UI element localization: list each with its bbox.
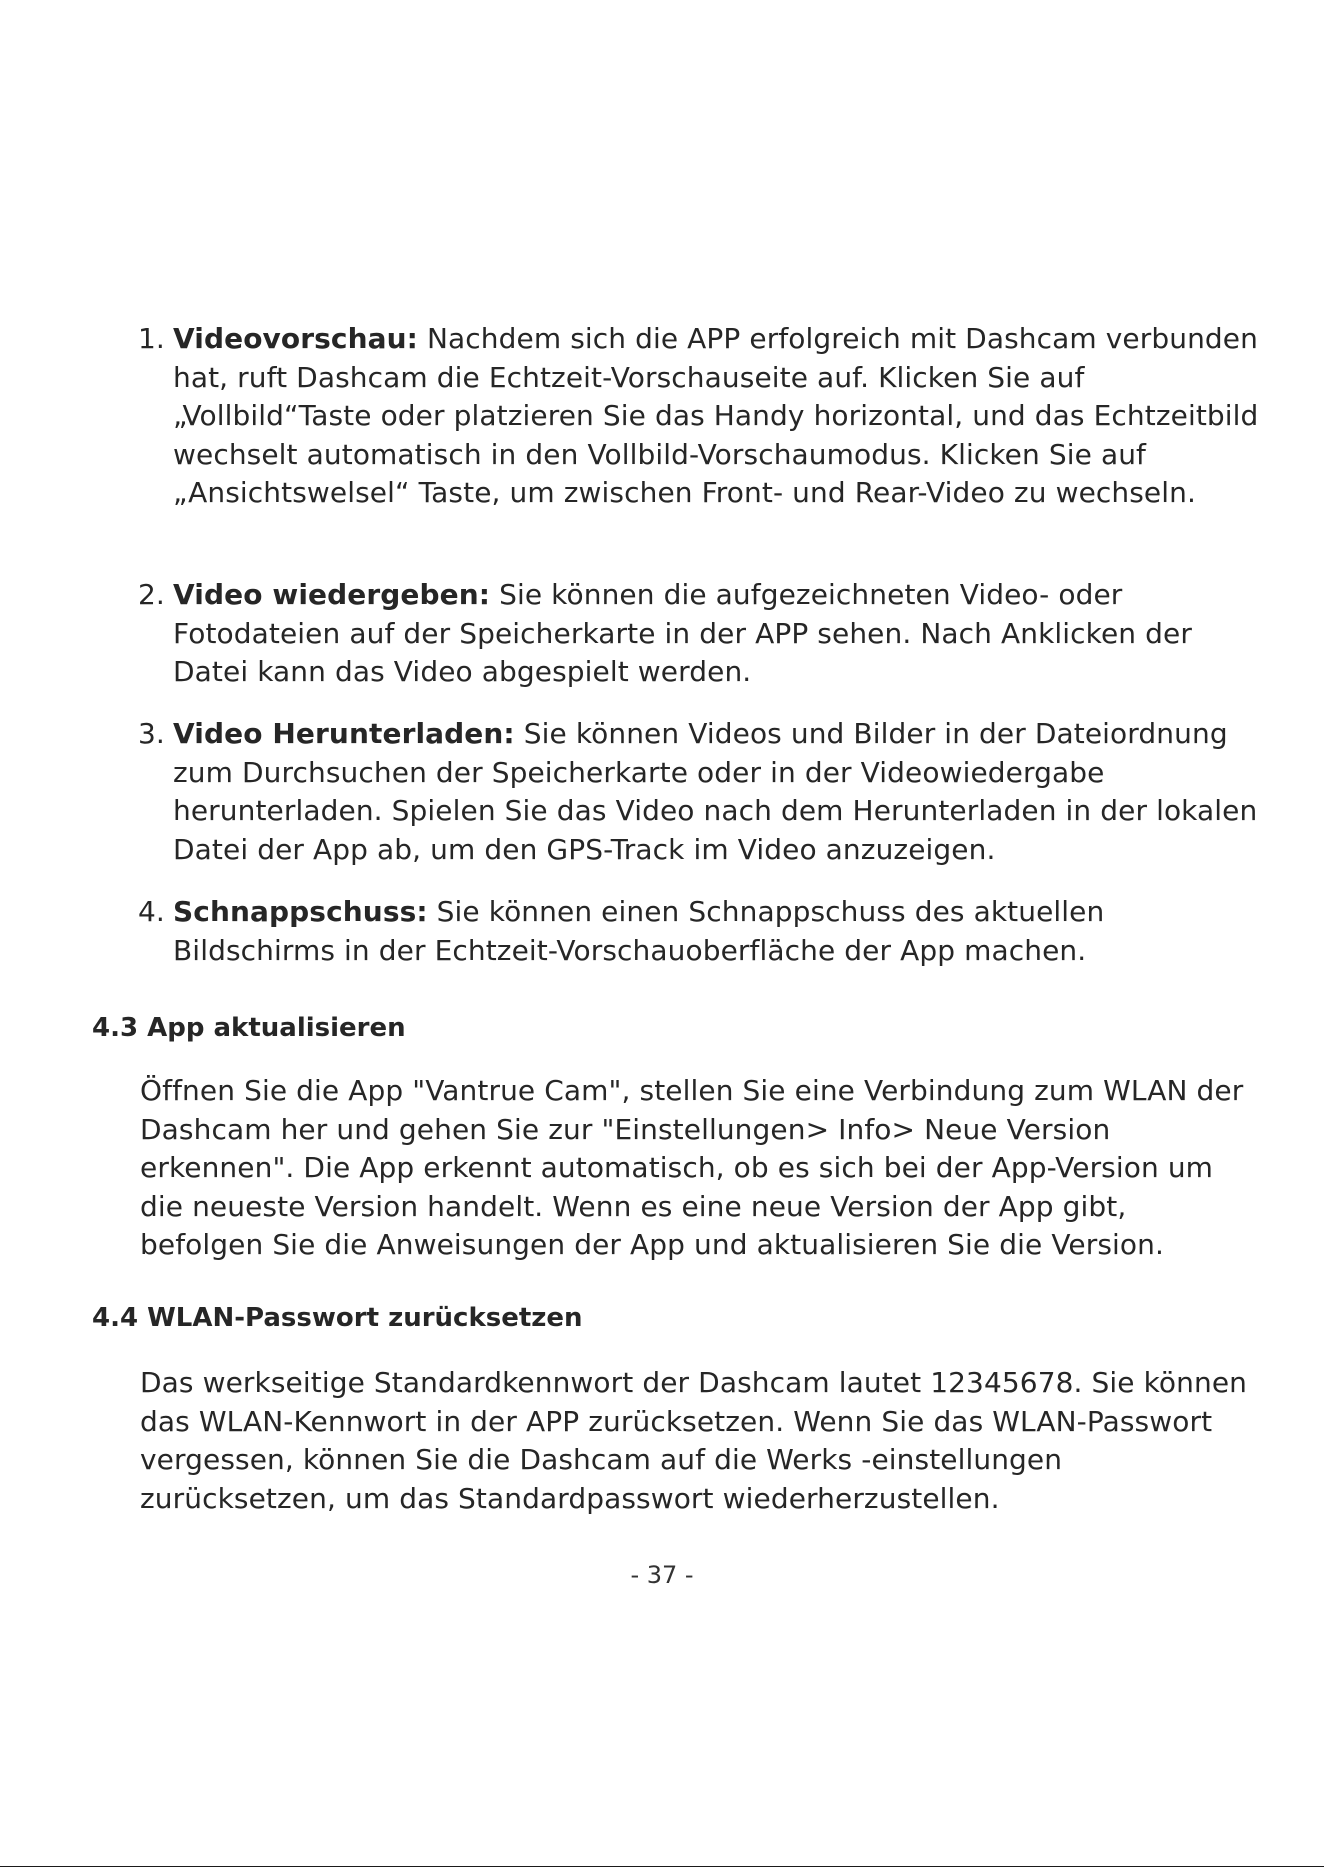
list-item-term: Videovorschau:	[173, 322, 418, 355]
list-item	[138, 576, 1263, 692]
list-item	[138, 715, 1263, 869]
section-paragraph-wlan-reset: Das werkseitige Standardkennwort der Dashcam lautet 12345678. Sie können das WLAN-Kennwort in der APP zurücksetzen. Wenn Sie das WLAN-Passwort vergessen, können Sie die Dashcam auf die Werks -einstellungen zurücksetzen, um das Standardpasswort wiederherzustellen.	[140, 1366, 1248, 1515]
list-item	[138, 320, 1263, 513]
list-item-text: Sie können einen Schnappschuss des aktuellen Bildschirms in der Echtzeit-Vorschauoberfläche der App machen.	[173, 895, 1105, 967]
bottom-rule	[0, 1866, 1324, 1867]
list-item-term: Video Herunterladen:	[173, 717, 515, 750]
list-item-text: Sie können die aufgezeichneten Video- oder Fotodateien auf der Speicherkarte in der APP sehen. Nach Anklicken der Datei kann das Video abgespielt werden.	[173, 578, 1192, 688]
list-item-body	[173, 715, 1263, 869]
list-item-text: Sie können Videos und Bilder in der Dateiordnung zum Durchsuchen der Speicherkarte oder in der Videowiedergabe herunterladen. Spielen Sie das Video nach dem Herunterladen in der lokalen Datei der App ab, um den GPS-Track im Video anzuzeigen.	[173, 717, 1258, 866]
section-heading-app-update: 4.3 App aktualisieren	[92, 1013, 406, 1043]
list-item-body	[173, 576, 1263, 692]
page-number: - 37 -	[630, 1561, 694, 1589]
list-item	[138, 893, 1263, 970]
list-item-body	[173, 893, 1263, 970]
list-item-text: Nachdem sich die APP erfolgreich mit Dashcam verbunden hat, ruft Dashcam die Echtzeit-Vorschauseite auf. Klicken Sie auf „Vollbild“Taste oder platzieren Sie das Handy horizontal, und das Echtzeitbild wechselt automatisch in den Vollbild-Vorschaumodus. Klicken Sie auf „Ansichtswelsel“ Taste, um zwischen Front- und Rear-Video zu wechseln.	[173, 322, 1259, 509]
section-paragraph-app-update: Öffnen Sie die App "Vantrue Cam", stellen Sie eine Verbindung zum WLAN der Dashcam her und gehen Sie zur "Einstellungen> Info> Neue Version erkennen". Die App erkennt automatisch, ob es sich bei der App-Version um die neueste Version handelt. Wenn es eine neue Version der App gibt, befolgen Sie die Anweisungen der App und aktualisieren Sie die Version.	[140, 1074, 1244, 1261]
list-item-number: 2.	[138, 578, 165, 611]
list-item-term: Video wiedergeben:	[173, 578, 491, 611]
section-heading-wlan-reset: 4.4 WLAN-Passwort zurücksetzen	[92, 1303, 583, 1333]
list-item-number: 4.	[138, 895, 165, 928]
list-item-term: Schnappschuss:	[173, 895, 428, 928]
list-item-number: 1.	[138, 322, 165, 355]
list-item-number: 3.	[138, 717, 165, 750]
list-item-body	[173, 320, 1263, 513]
